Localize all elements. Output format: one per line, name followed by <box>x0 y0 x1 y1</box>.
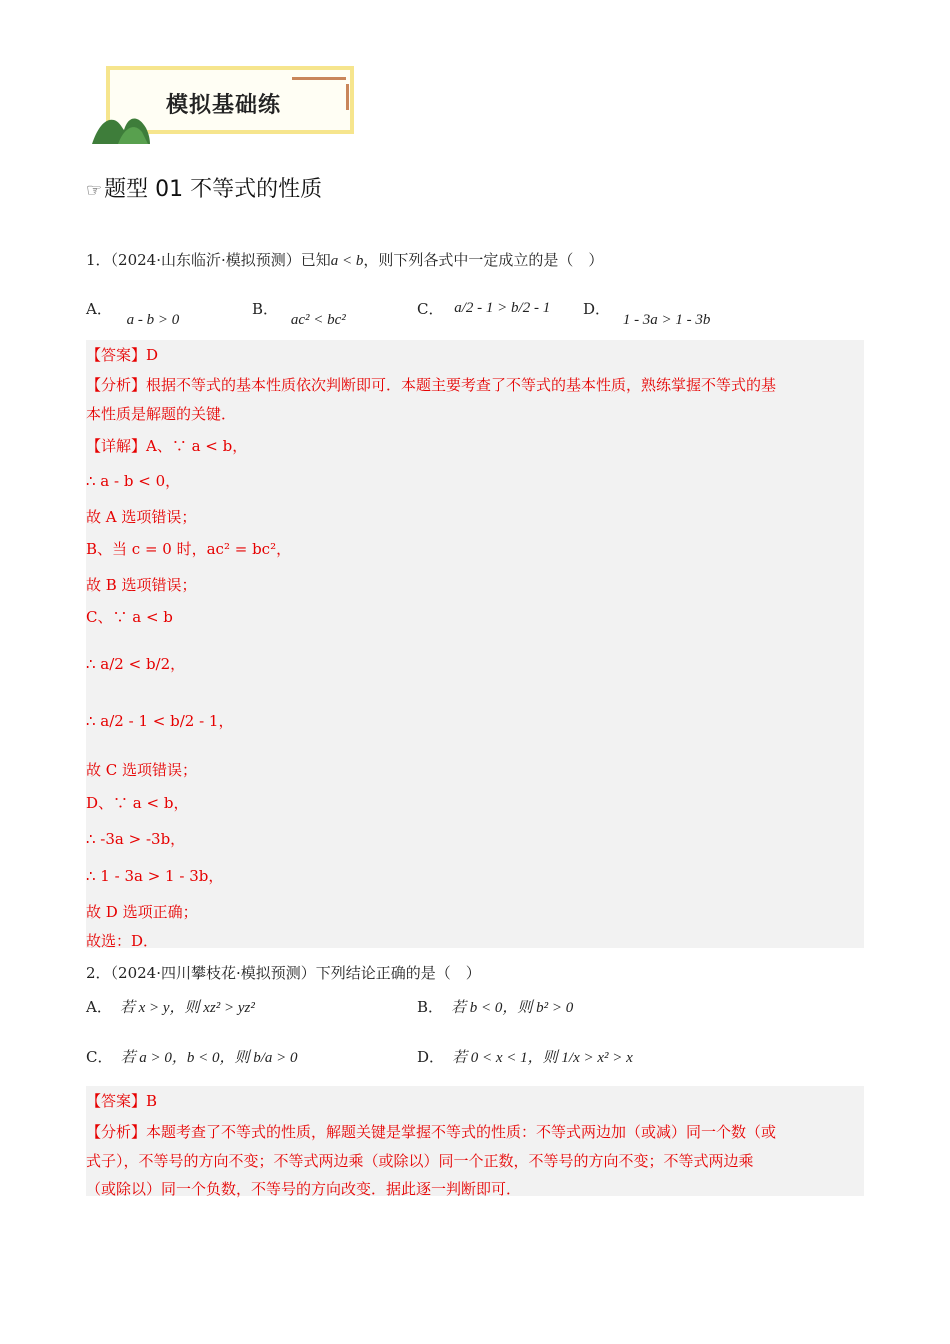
banner-decoration-line <box>292 77 346 80</box>
q2-option-a: A． 若 x > y，则 xz² > yz² <box>86 998 255 1016</box>
q2-analysis-line3: （或除以）同一个负数，不等号的方向改变．据此逐一判断即可． <box>86 1180 522 1198</box>
q1-detail-step: 故 D 选项正确； <box>86 903 198 921</box>
section-heading-text: 题型 01 不等式的性质 <box>104 177 323 202</box>
pointing-hand-icon: ☞ <box>86 180 103 201</box>
section-heading <box>86 172 322 203</box>
banner-title: 模拟基础练 <box>166 93 282 118</box>
q1-answer: 【答案】D <box>86 346 159 364</box>
q1-detail-step: 故 C 选项错误； <box>86 761 198 779</box>
q2-analysis-line2: 式子），不等号的方向不变；不等式两边乘（或除以）同一个正数，不等号的方向不变；不等式两边乘 <box>86 1152 754 1170</box>
q1-detail-step: ∴ a - b < 0， <box>86 472 181 490</box>
q1-detail-step: D、∵ a < b， <box>86 794 189 812</box>
q1-option-a: A． a - b > 0 <box>86 300 180 328</box>
q1-detail-step: C、∵ a < b <box>86 608 173 626</box>
q1-detail-step: ∴ a/2 - 1 < b/2 - 1， <box>86 712 234 730</box>
banner-decoration-bar <box>346 84 349 110</box>
q1-option-c: C． a/2 - 1 > b/2 - 1 <box>417 300 551 318</box>
q2-analysis-line1: 【分析】本题考查了不等式的性质，解题关键是掌握不等式的性质：不等式两边加（或减）同一个数（或 <box>86 1123 777 1141</box>
q2-option-c: C． 若 a > 0，b < 0，则 b/a > 0 <box>86 1048 298 1066</box>
q1-detail-step: ∴ 1 - 3a > 1 - 3b， <box>86 867 224 885</box>
q2-option-d: D． 若 0 < x < 1，则 1/x > x² > x <box>417 1048 633 1066</box>
q1-condition: a < b <box>330 253 364 269</box>
q1-answer-panel <box>86 340 864 948</box>
q1-option-d: D． 1 - 3a > 1 - 3b <box>583 300 711 328</box>
q1-analysis-line2: 本性质是解题的关键． <box>86 405 237 423</box>
q1-detail-step: 【详解】A、∵ a < b， <box>86 437 248 455</box>
hills-icon <box>92 108 152 146</box>
q1-detail-step: 故选：D． <box>86 932 159 950</box>
q1-detail-step: 故 A 选项错误； <box>86 508 197 526</box>
q1-detail-step: 故 B 选项错误； <box>86 576 197 594</box>
q1-analysis-line1: 【分析】根据不等式的基本性质依次判断即可．本题主要考查了不等式的基本性质，熟练掌握不等式的基 <box>86 376 777 394</box>
q1-detail-step: ∴ a/2 < b/2， <box>86 655 186 673</box>
question-1-stem: 1．（2024·山东临沂·模拟预测）已知a < b，则下列各式中一定成立的是（ ） <box>86 251 604 269</box>
q1-detail-step: ∴ -3a > -3b， <box>86 830 186 848</box>
q1-detail-step: B、当 c = 0 时，ac² = bc²， <box>86 540 292 558</box>
q2-answer: 【答案】B <box>86 1092 158 1110</box>
question-2-stem: 2．（2024·四川攀枝花·模拟预测）下列结论正确的是（ ） <box>86 964 481 982</box>
q2-option-b: B． 若 b < 0，则 b² > 0 <box>417 998 574 1016</box>
q1-option-b: B． ac² < bc² <box>252 300 346 328</box>
